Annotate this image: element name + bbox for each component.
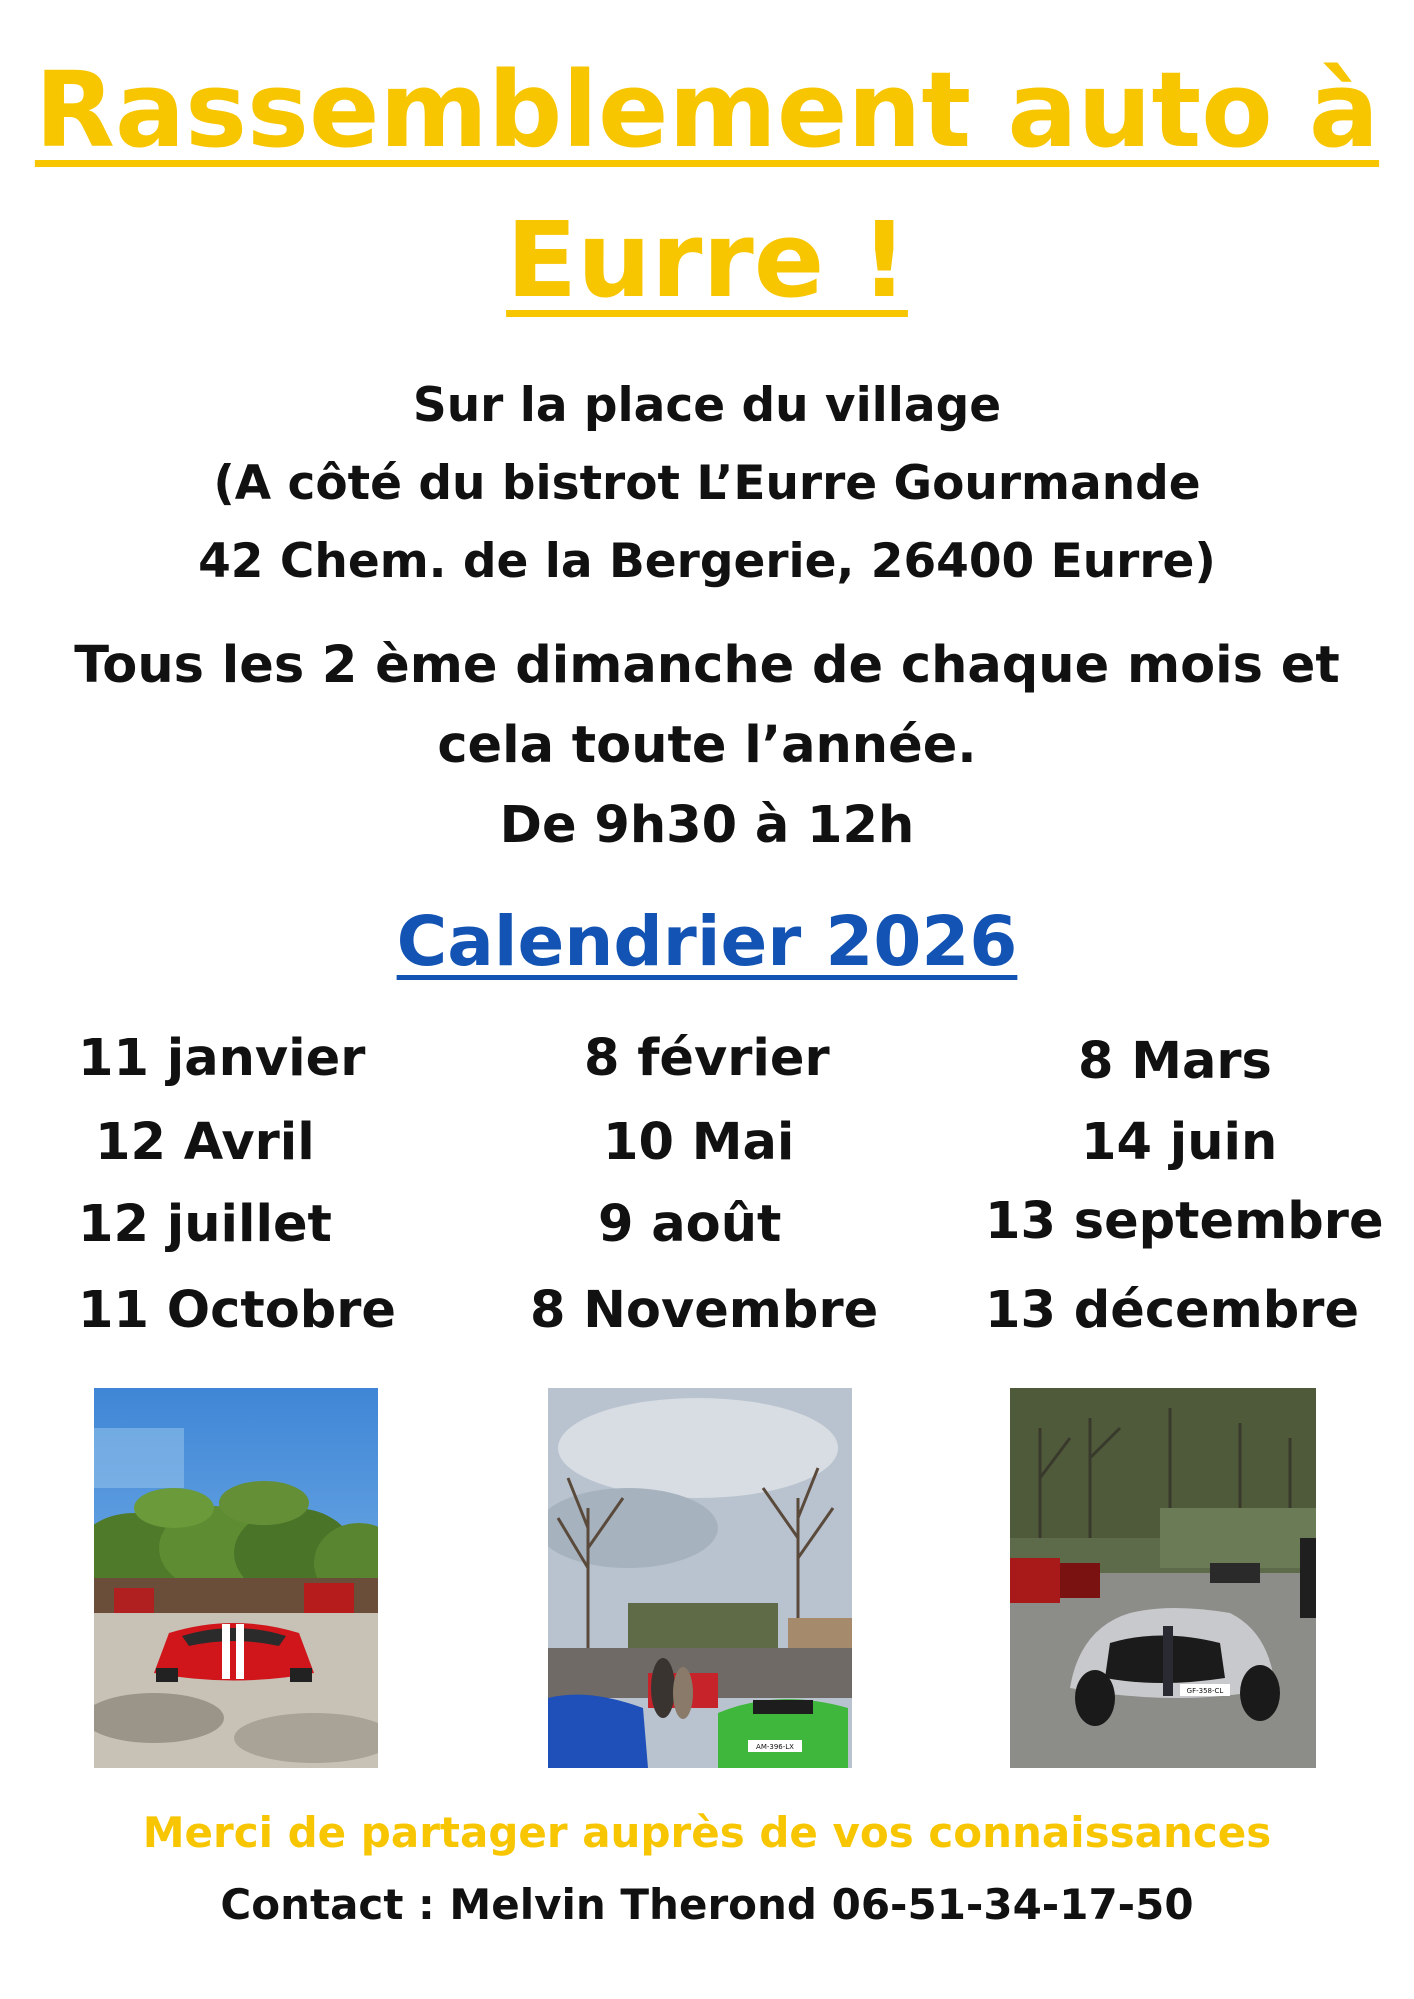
location-line-2: (A côté du bistrot L’Eurre Gourmande xyxy=(213,456,1201,511)
location-line-1: Sur la place du village xyxy=(412,378,1002,433)
contact-line: Contact : Melvin Therond 06-51-34-17-50 xyxy=(220,1880,1194,1929)
plate-text-3: GF-358-CL xyxy=(1186,1687,1224,1695)
date-june: 14 juin xyxy=(1081,1113,1278,1172)
page-title-text-1: Rassemblement auto à xyxy=(34,49,1380,171)
date-february: 8 février xyxy=(584,1029,830,1088)
date-september: 13 septembre xyxy=(985,1192,1384,1251)
date-january: 11 janvier xyxy=(78,1029,366,1088)
location-line-3: 42 Chem. de la Bergerie, 26400 Eurre) xyxy=(198,534,1216,589)
page-title-text-2: Eurre ! xyxy=(506,199,908,321)
date-march: 8 Mars xyxy=(1078,1032,1272,1091)
schedule-line-3: De 9h30 à 12h xyxy=(499,796,915,855)
date-december: 13 décembre xyxy=(985,1281,1360,1340)
date-april: 12 Avril xyxy=(95,1113,315,1172)
page-title-line-2 xyxy=(0,199,1414,321)
calendar-title xyxy=(0,902,1414,982)
share-message: Merci de partager auprès de vos connaissances xyxy=(142,1808,1272,1857)
photo-car-gathering xyxy=(548,1388,852,1768)
date-october: 11 Octobre xyxy=(78,1281,396,1340)
schedule-line-1: Tous les 2 ème dimanche de chaque mois et xyxy=(74,636,1340,695)
page-title-line-1 xyxy=(0,49,1414,171)
photo-silver-roadster xyxy=(1010,1388,1316,1768)
calendar-title-text: Calendrier 2026 xyxy=(396,902,1018,982)
schedule-line-2: cela toute l’année. xyxy=(437,716,977,775)
photo-red-sports-car xyxy=(94,1388,378,1768)
date-november: 8 Novembre xyxy=(530,1281,879,1340)
date-july: 12 juillet xyxy=(78,1195,332,1254)
date-may: 10 Mai xyxy=(603,1113,795,1172)
plate-text-2: AM-396-LX xyxy=(756,1743,794,1751)
date-august: 9 août xyxy=(598,1195,782,1254)
